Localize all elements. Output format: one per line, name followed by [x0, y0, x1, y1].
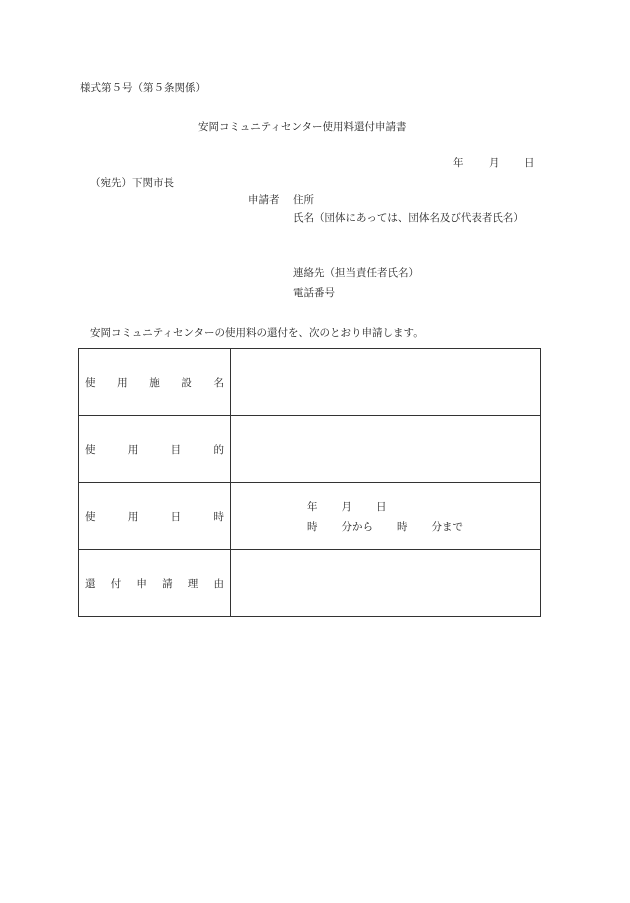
purpose-label [85, 442, 224, 457]
table-row-datetime [79, 483, 541, 550]
datetime-hour-from: 時 [307, 521, 318, 533]
label-char: 用 [127, 443, 139, 456]
date-year-label: 年 [453, 157, 464, 169]
label-char: 使 [85, 510, 96, 523]
application-statement: 安岡コミュニティセンターの使用料の還付を、次のとおり申請します。 [90, 327, 424, 339]
reason-label-cell [79, 550, 231, 617]
label-char: 時 [213, 510, 224, 523]
label-char: 施 [149, 376, 160, 389]
date-day-label: 日 [524, 157, 535, 169]
label-char: 申 [136, 577, 147, 590]
purpose-field[interactable] [231, 416, 541, 483]
datetime-hour-to: 時 [397, 521, 408, 533]
facility-name-label-cell [79, 349, 231, 416]
datetime-time-line [307, 519, 463, 534]
datetime-minute-to: 分まで [431, 521, 463, 533]
datetime-year: 年 [307, 501, 318, 513]
addressee: （宛先）下関市長 [90, 177, 174, 189]
label-char: 名 [213, 376, 224, 389]
datetime-month: 月 [341, 501, 352, 513]
datetime-day: 日 [376, 501, 387, 513]
table-row-facility [79, 349, 541, 416]
application-table [78, 348, 541, 617]
purpose-label-cell [79, 416, 231, 483]
facility-name-field[interactable] [231, 349, 541, 416]
label-char: 日 [170, 510, 182, 523]
table-row-reason [79, 550, 541, 617]
label-char: 請 [162, 577, 173, 590]
label-char: 設 [181, 376, 192, 389]
label-char: 的 [213, 443, 224, 456]
document-title: 安岡コミュニティセンター使用料還付申請書 [198, 121, 407, 133]
label-char: 用 [117, 376, 128, 389]
reason-field[interactable] [231, 550, 541, 617]
label-char: 還 [85, 577, 96, 590]
label-char: 使 [85, 376, 96, 389]
contact-label: 連絡先（担当責任者氏名） [293, 267, 419, 279]
datetime-field[interactable] [231, 483, 541, 550]
label-char: 付 [110, 577, 122, 590]
datetime-minute-from: 分から [341, 521, 373, 533]
datetime-date-line [307, 499, 387, 514]
label-char: 用 [127, 510, 139, 523]
phone-label: 電話番号 [293, 287, 335, 299]
date-month-label: 月 [489, 157, 500, 169]
label-char: 使 [85, 443, 96, 456]
datetime-label-cell [79, 483, 231, 550]
datetime-label [85, 509, 224, 524]
facility-name-label [85, 375, 224, 390]
applicant-label: 申請者 [248, 194, 280, 206]
form-number: 様式第５号（第５条関係） [80, 82, 206, 94]
label-char: 目 [170, 443, 182, 456]
name-label: 氏名（団体にあっては、団体名及び代表者氏名） [293, 212, 524, 224]
address-label: 住所 [293, 194, 314, 206]
reason-label [85, 576, 224, 591]
label-char: 由 [213, 577, 224, 590]
table-row-purpose [79, 416, 541, 483]
label-char: 理 [187, 577, 199, 590]
